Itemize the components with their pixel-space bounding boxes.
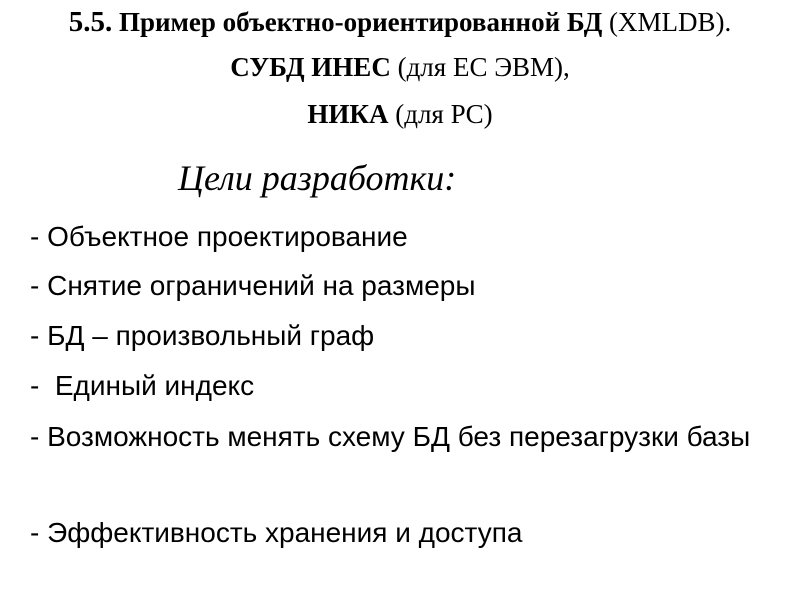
goal-item: - БД – произвольный граф bbox=[30, 320, 375, 351]
goals-heading: Цели разработки: bbox=[178, 158, 457, 198]
section-title-suffix: (XMLDB). bbox=[602, 7, 732, 37]
system-name: СУБД ИНЕС bbox=[230, 52, 391, 82]
system-name-2: НИКА bbox=[307, 99, 389, 129]
goal-item: - Снятие ограничений на размеры bbox=[30, 270, 476, 301]
goal-item: - Объектное проектирование bbox=[30, 221, 408, 252]
goal-item: - Эффективность хранения и доступа bbox=[30, 517, 523, 548]
system-name-line-2 bbox=[0, 101, 800, 128]
goal-item: - Единый индекс bbox=[30, 370, 255, 401]
section-title: Пример объектно-ориентированной БД bbox=[112, 7, 603, 37]
system-platform-2: (для PC) bbox=[388, 99, 493, 129]
goal-item: - Возможность менять схему БД без перезагрузки базы bbox=[30, 421, 751, 452]
section-number: 5.5. bbox=[68, 6, 113, 38]
section-heading bbox=[0, 8, 800, 37]
system-platform: (для ЕС ЭВМ), bbox=[390, 52, 570, 82]
system-name-line bbox=[0, 54, 800, 81]
